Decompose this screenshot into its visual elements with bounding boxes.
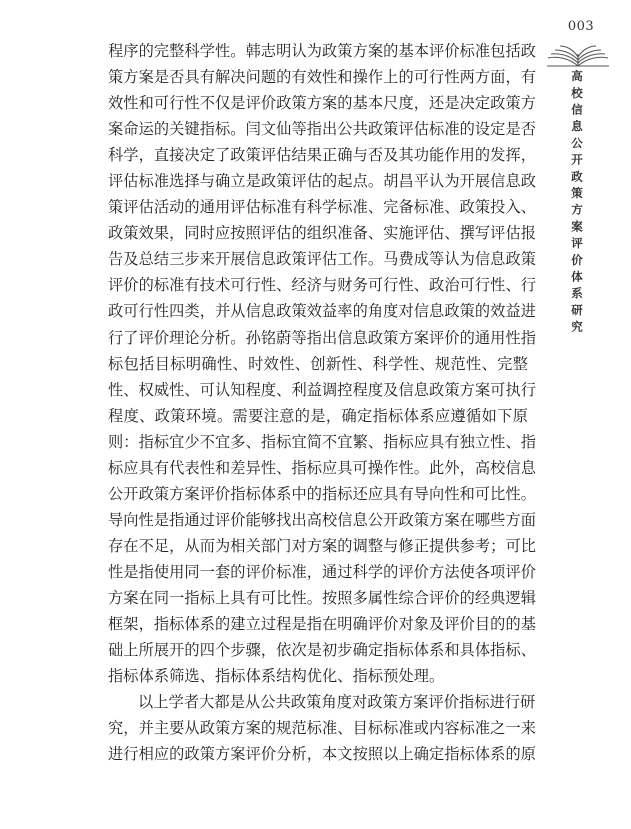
text-line: 评价的标准有技术可行性、经济与财务可行性、政治可行性、行 bbox=[108, 276, 537, 295]
text-line: 进行相应的政策方案评价分析，本文按照以上确定指标体系的原 bbox=[108, 745, 537, 764]
text-line: 行了评价理论分析。孙铭蔚等指出信息政策方案评价的通用性指 bbox=[108, 328, 537, 347]
paragraph bbox=[108, 689, 537, 767]
text-line: 政策效果，同时应按照评估的组织准备、实施评估、撰写评估报 bbox=[108, 224, 537, 243]
text-line: 效性和可行性不仅是评价政策方案的基本尺度，还是决定政策方 bbox=[108, 94, 537, 113]
page-number: 003 bbox=[567, 19, 595, 34]
text-line: 性、权威性、可认知程度、利益调控程度及信息政策方案可执行 bbox=[108, 380, 537, 399]
text-line: 础上所展开的四个步骤，依次是初步确定指标体系和具体指标、 bbox=[108, 641, 537, 660]
text-line: 方案在同一指标上具有可比性。按照多属性综合评价的经典逻辑 bbox=[108, 588, 537, 607]
text-line: 告及总结三步来开展信息政策评估工作。马费成等认为信息政策 bbox=[108, 250, 537, 269]
open-book-icon bbox=[545, 36, 611, 70]
paragraph bbox=[108, 38, 537, 689]
text-line: 程度、政策环境。需要注意的是，确定指标体系应遵循如下原 bbox=[108, 406, 528, 425]
text-line: 则：指标宜少不宜多、指标宜简不宜繁、指标应具有独立性、指 bbox=[108, 432, 537, 451]
text-line: 案命运的关键指标。闫文仙等指出公共政策评估标准的设定是否 bbox=[108, 120, 537, 139]
text-line: 策评估活动的通用评估标准有科学标准、完备标准、政策投入、 bbox=[108, 198, 537, 217]
text-line: 程序的完整科学性。韩志明认为政策方案的基本评价标准包括政 bbox=[108, 42, 537, 60]
text-line: 存在不足，从而为相关部门对方案的调整与修正提供参考；可比 bbox=[108, 536, 537, 555]
body-text bbox=[108, 38, 537, 767]
text-line: 标应具有代表性和差异性、指标应具可操作性。此外，高校信息 bbox=[108, 458, 537, 477]
text-line: 框架，指标体系的建立过程是指在明确评价对象及评价目的的基 bbox=[108, 615, 537, 634]
text-line: 导向性是指通过评价能够找出高校信息公开政策方案在哪些方面 bbox=[108, 510, 537, 529]
text-line: 科学，直接决定了政策评估结果正确与否及其功能作用的发挥， bbox=[108, 146, 537, 165]
text-line: 性是指使用同一套的评价标准，通过科学的评价方法使各项评价 bbox=[108, 562, 537, 581]
text-line: 究，并主要从政策方案的规范标准、目标标准或内容标准之一来 bbox=[108, 719, 537, 738]
text-line: 评估标准选择与确立是政策评估的起点。胡昌平认为开展信息政 bbox=[108, 172, 537, 191]
text-line: 以上学者大都是从公共政策角度对政策方案评价指标进行研 bbox=[138, 693, 536, 712]
text-line: 公开政策方案评价指标体系中的指标还应具有导向性和可比性。 bbox=[108, 484, 537, 503]
text-line: 指标体系筛选、指标体系结构优化、指标预处理。 bbox=[108, 667, 445, 686]
text-line: 标包括目标明确性、时效性、创新性、科学性、规范性、完整 bbox=[108, 354, 528, 373]
text-line: 策方案是否具有解决问题的有效性和操作上的可行性两方面，有 bbox=[108, 68, 537, 87]
side-running-title: 高校信息公开政策方案评价体系研究 bbox=[570, 70, 584, 338]
text-line: 政可行性四类，并从信息政策效益率的角度对信息政策的效益进 bbox=[108, 302, 537, 321]
